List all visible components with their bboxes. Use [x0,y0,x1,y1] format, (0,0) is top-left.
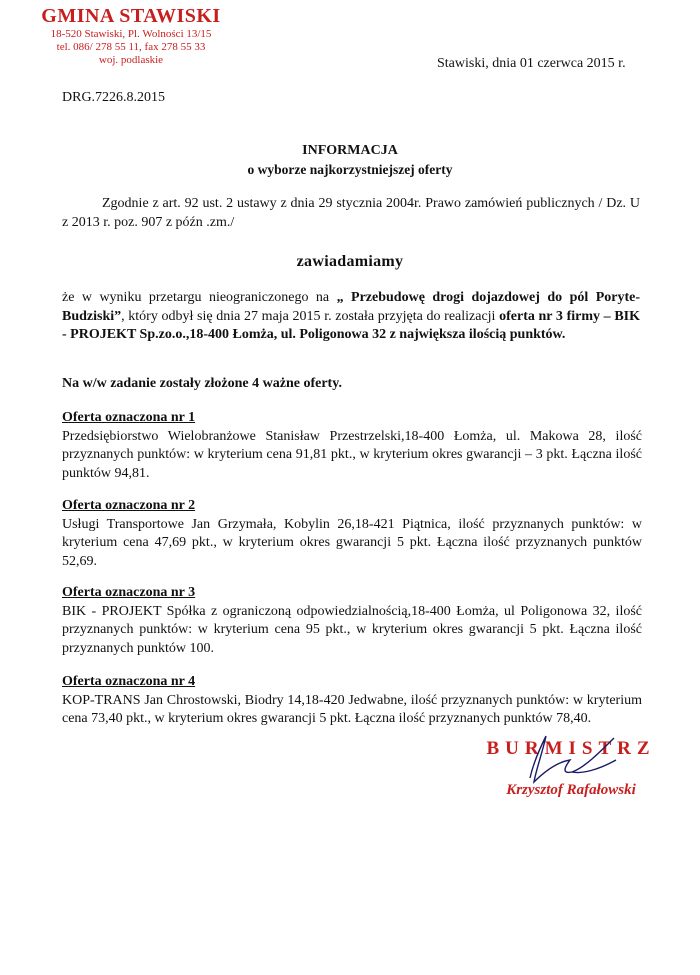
stamp-address: 18-520 Stawiski, Pl. Wolności 13/15 [50,28,212,40]
result-text-1: że w wyniku przetargu nieograniczonego na [62,290,337,305]
offer-title: Oferta oznaczona nr 2 [62,498,196,513]
offer-body: BIK - PROJEKT Spółka z ograniczoną odpowiedzialnością,18-400 Łomża, ul Poligonowa 32, ilość przyznanych punktów: w kryterium cena 95 pkt., w kryterium okres gwarancji 5 pkt. Łączna ilość przyznanych punktów 100. [62,603,642,656]
legal-basis: Zgodnie z art. 92 ust. 2 ustawy z dnia 29 stycznia 2004r. Prawo zamówień publicznych / Dz. U z 2013 r. poz. 907 z późn .zm./ [62,196,640,230]
reference-number: DRG.7226.8.2015 [62,90,166,105]
offer-title: Oferta oznaczona nr 4 [62,674,196,689]
tender-result [62,289,640,345]
offer-body: KOP-TRANS Jan Chrostowski, Biodry 14,18-420 Jedwabne, ilość przyznanych punktów: w kryterium cena 73,40 pkt., w kryterium okres gwarancji 5 pkt. Łączna ilość przyznanych punktów 78,40. [62,692,642,726]
offer-count: Na w/w zadanie zostały złożone 4 ważne oferty. [62,376,342,391]
document-subtitle: o wyborze najkorzystniejszej oferty [247,162,453,177]
offer-title: Oferta oznaczona nr 1 [62,410,196,425]
signature-block [476,738,666,799]
stamp-phone: tel. 086/ 278 55 11, fax 278 55 33 [56,41,206,53]
winning-offer: oferta nr 3 firmy – BIK - PROJEKT Sp.zo.o.,18-400 Łomża, ul. Poligonowa 32 z największa ilością punktów. [62,308,640,342]
project-name: „ Przebudowę drogi dojazdowej do pól Poryte-Budziski” [62,290,640,324]
offer-body: Usługi Transportowe Jan Grzymała, Kobylin 26,18-421 Piątnica, ilość przyznanych punktów: w kryterium cena 47,69 pkt., w kryterium okres gwarancji 5 pkt. Łączna ilość przyznanych punktów 52,69. [62,516,642,569]
signatory-name: Krzysztof Rafałowski [506,782,636,798]
stamp-region: woj. podlaskie [98,54,164,66]
result-text-2: , który odbył się dnia 27 maja 2015 r. została przyjęta do realizacji [121,308,500,324]
place-date: Stawiski, dnia 01 czerwca 2015 r. [437,56,626,71]
handwritten-signature [512,730,622,790]
offer-body: Przedsiębiorstwo Wielobranżowe Stanisław Przestrzelski,18-400 Łomża, ul. Makowa 28, ilość przyznanych punktów: w kryterium cena 91,81 pkt., w kryterium okres gwarancji – 3 pkt. Łączna ilość punktów 94,81. [62,428,642,481]
stamp-title: GMINA STAWISKI [41,5,221,27]
offer-item [62,409,642,483]
signature-title: BURMISTRZ [486,738,656,759]
offer-item [62,584,642,658]
notify-heading: zawiadamiamy [296,253,404,270]
offer-item [62,497,642,571]
office-stamp [36,4,226,67]
offer-title: Oferta oznaczona nr 3 [62,585,196,600]
document-title: INFORMACJA [302,143,398,158]
offer-item [62,673,642,729]
